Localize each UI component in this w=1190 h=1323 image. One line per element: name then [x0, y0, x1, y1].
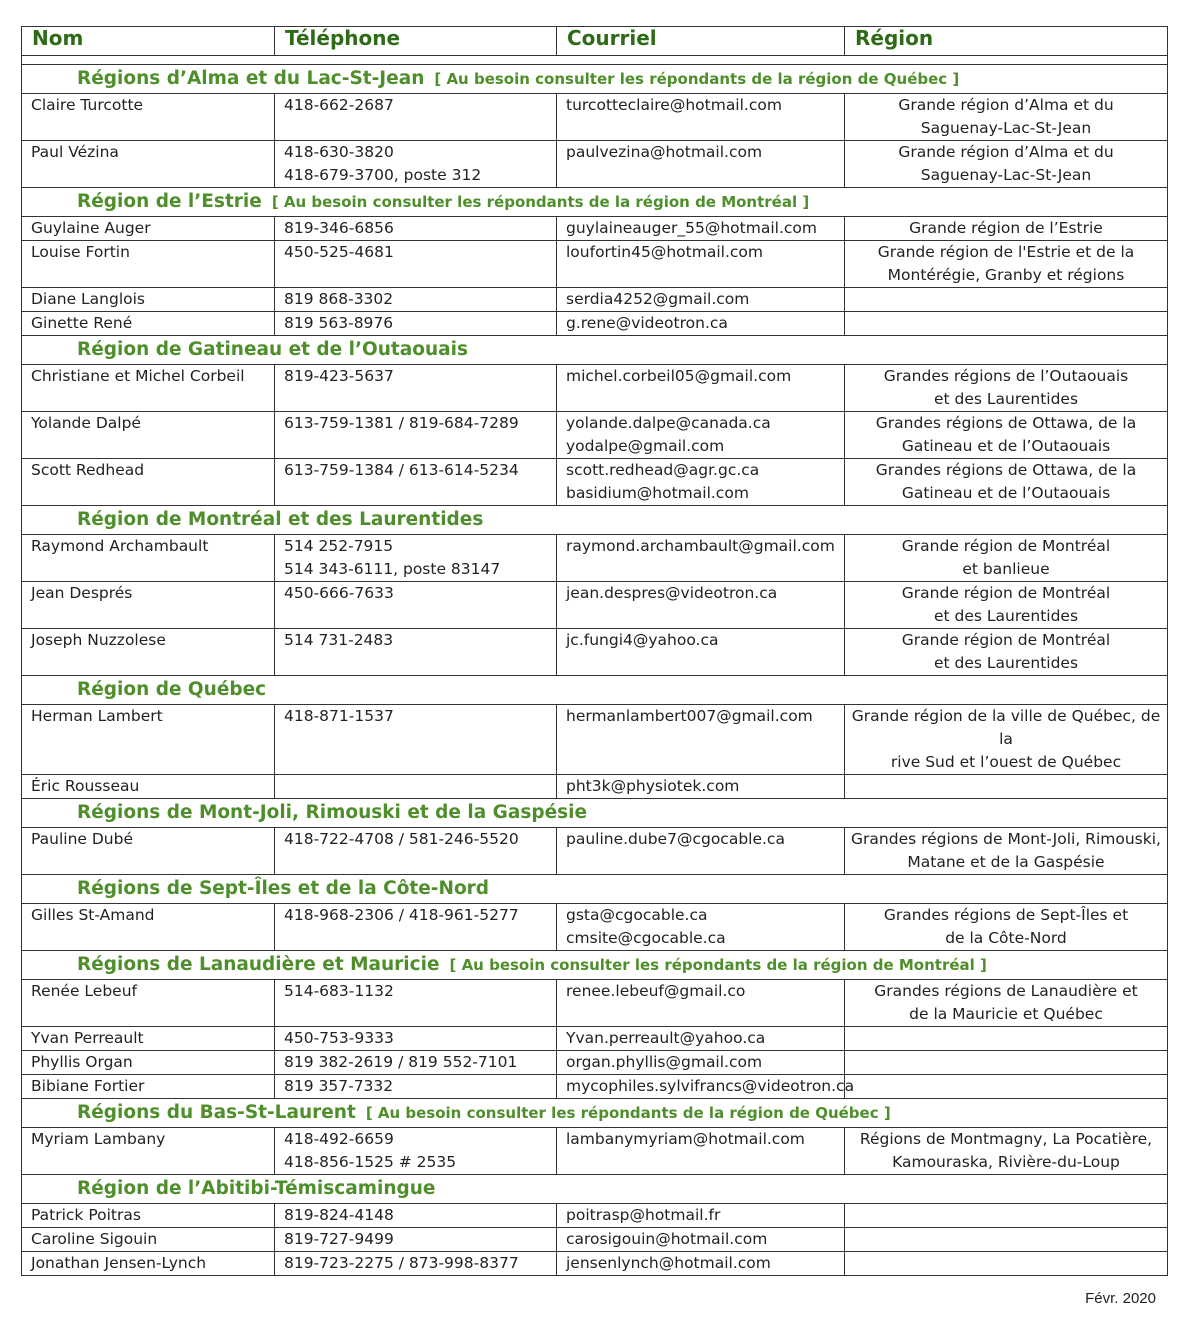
email-cell: [557, 365, 845, 412]
email-address[interactable]: yodalpe@gmail.com: [566, 437, 725, 455]
table-row: [22, 629, 1168, 676]
contact-name: Ginette René: [31, 314, 133, 332]
section-title-cell: [22, 188, 1168, 217]
phone-number: 418-679-3700, poste 312: [284, 166, 482, 184]
phone-cell: [275, 1252, 557, 1276]
section-header-row: [22, 951, 1168, 980]
region-text: Régions de Montmagny, La Pocatière,: [859, 1130, 1153, 1148]
contact-name: Bibiane Fortier: [31, 1077, 145, 1095]
region-cell: [845, 775, 1168, 799]
contact-name: Louise Fortin: [31, 243, 130, 261]
email-address[interactable]: pauline.dube7@cgocable.ca: [566, 830, 785, 848]
region-cell: [845, 1228, 1168, 1252]
contact-name: Yvan Perreault: [31, 1029, 144, 1047]
name-cell: [22, 1228, 275, 1252]
email-cell: [557, 1051, 845, 1075]
region-text: Matane et de la Gaspésie: [907, 853, 1105, 871]
region-text: Grande région de l’Estrie: [909, 219, 1103, 237]
section-header-row: [22, 799, 1168, 828]
region-cell: [845, 1252, 1168, 1276]
contact-name: Pauline Dubé: [31, 830, 134, 848]
contact-name: Gilles St-Amand: [31, 906, 155, 924]
region-text: Grande région de la ville de Québec, de la: [851, 707, 1161, 748]
phone-cell: [275, 1228, 557, 1252]
section-header-row: [22, 676, 1168, 705]
email-cell: [557, 312, 845, 336]
table-row: [22, 1228, 1168, 1252]
email-cell: [557, 904, 845, 951]
region-cell: [845, 1204, 1168, 1228]
phone-number: 819-346-6856: [284, 219, 394, 237]
email-address[interactable]: guylaineauger_55@hotmail.com: [566, 219, 817, 237]
region-text: Grande région de Montréal: [901, 537, 1111, 555]
table-row: [22, 828, 1168, 875]
name-cell: [22, 217, 275, 241]
email-cell: [557, 1075, 855, 1099]
name-cell: [22, 775, 275, 799]
region-text: Grande région de Montréal: [901, 584, 1111, 602]
phone-cell: [275, 775, 557, 799]
section-header-row: [22, 875, 1168, 904]
phone-cell: [275, 1027, 557, 1051]
email-cell: [557, 1128, 845, 1175]
phone-number: 613-759-1381 / 819-684-7289: [284, 414, 519, 432]
email-address[interactable]: pht3k@physiotek.com: [566, 777, 740, 795]
region-cell: [845, 582, 1168, 629]
region-text: Grande région d’Alma et du: [898, 143, 1114, 161]
name-cell: [22, 459, 275, 506]
section-header-row: [22, 506, 1168, 535]
section-header-row: [22, 65, 1168, 94]
region-text: Grandes régions de Sept-Îles et: [883, 906, 1129, 924]
phone-cell: [275, 904, 557, 951]
name-cell: [22, 1051, 275, 1075]
region-text: Grandes régions de Ottawa, de la: [875, 414, 1137, 432]
email-cell: [557, 705, 845, 775]
section-title: Régions de Mont-Joli, Rimouski et de la Gaspésie: [77, 802, 588, 823]
section-title: Régions du Bas-St-Laurent: [77, 1102, 356, 1123]
phone-number: 418-722-4708 / 581-246-5520: [284, 830, 519, 848]
section-title: Régions de Lanaudière et Mauricie: [77, 954, 440, 975]
phone-number: 819-727-9499: [284, 1230, 394, 1248]
name-cell: [22, 312, 275, 336]
name-cell: [22, 1027, 275, 1051]
email-cell: [557, 1252, 845, 1276]
region-cell: [845, 1051, 1168, 1075]
table-row: [22, 288, 1168, 312]
phone-cell: [275, 1128, 557, 1175]
email-address[interactable]: raymond.archambault@gmail.com: [566, 537, 835, 555]
region-text: Grandes régions de Lanaudière et: [874, 982, 1138, 1000]
table-row: [22, 535, 1168, 582]
contact-name: Herman Lambert: [31, 707, 163, 725]
name-cell: [22, 904, 275, 951]
phone-number: 450-753-9333: [284, 1029, 394, 1047]
section-title-cell: [22, 65, 1168, 94]
region-text: Montérégie, Granby et régions: [887, 266, 1125, 284]
region-cell: [845, 365, 1168, 412]
region-cell: [845, 828, 1168, 875]
contact-name: Jean Després: [31, 584, 133, 602]
table-row: [22, 775, 1168, 799]
contact-name: Caroline Sigouin: [31, 1230, 158, 1248]
section-title: Régions d’Alma et du Lac-St-Jean: [77, 68, 425, 89]
phone-cell: [275, 828, 557, 875]
section-note: [ Au besoin consulter les répondants de la région de Québec ]: [434, 70, 960, 88]
email-address[interactable]: organ.phyllis@gmail.com: [566, 1053, 763, 1071]
region-cell: [845, 629, 1168, 676]
phone-number: 418-630-3820: [284, 143, 394, 161]
name-cell: [22, 1075, 275, 1099]
region-text: Saguenay-Lac-St-Jean: [920, 166, 1092, 184]
email-address[interactable]: cmsite@cgocable.ca: [566, 929, 726, 947]
phone-number: 514-683-1132: [284, 982, 394, 1000]
section-title-cell: [22, 506, 1168, 535]
email-address[interactable]: jean.despres@videotron.ca: [566, 584, 778, 602]
region-text: et banlieue: [962, 560, 1050, 578]
table-row: [22, 312, 1168, 336]
email-address[interactable]: gsta@cgocable.ca: [566, 906, 708, 924]
header-telephone: Téléphone: [275, 27, 557, 56]
email-cell: [557, 1027, 845, 1051]
region-cell: [845, 141, 1168, 188]
contact-name: Patrick Poitras: [31, 1206, 141, 1224]
phone-cell: [275, 288, 557, 312]
email-cell: [557, 1204, 845, 1228]
phone-number: 418-968-2306 / 418-961-5277: [284, 906, 519, 924]
section-note: [ Au besoin consulter les répondants de la région de Montréal ]: [449, 956, 987, 974]
section-title-cell: [22, 1099, 1168, 1128]
phone-number: 819 357-7332: [284, 1077, 394, 1095]
name-cell: [22, 1128, 275, 1175]
section-title-cell: [22, 875, 1168, 904]
section-title-cell: [22, 1175, 1168, 1204]
email-cell: [557, 459, 845, 506]
phone-cell: [275, 1051, 557, 1075]
phone-cell: [275, 980, 557, 1027]
region-cell: [845, 904, 1168, 951]
phone-cell: [275, 94, 557, 141]
email-address[interactable]: carosigouin@hotmail.com: [566, 1230, 768, 1248]
contact-name: Diane Langlois: [31, 290, 145, 308]
email-cell: [557, 217, 845, 241]
header-region: Région: [845, 27, 1168, 56]
section-header-row: [22, 1175, 1168, 1204]
email-address[interactable]: g.rene@videotron.ca: [566, 314, 728, 332]
section-note: [ Au besoin consulter les répondants de la région de Québec ]: [365, 1104, 891, 1122]
contacts-table: [21, 26, 1168, 1276]
region-cell: [845, 312, 1168, 336]
table-row: [22, 217, 1168, 241]
email-cell: [557, 535, 845, 582]
contact-name: Myriam Lambany: [31, 1130, 166, 1148]
email-cell: [557, 775, 845, 799]
contact-name: Jonathan Jensen-Lynch: [31, 1254, 207, 1272]
section-header-row: [22, 1099, 1168, 1128]
name-cell: [22, 828, 275, 875]
phone-cell: [275, 1204, 557, 1228]
table-body: [22, 65, 1168, 1276]
name-cell: [22, 288, 275, 312]
name-cell: [22, 94, 275, 141]
section-note: [ Au besoin consulter les répondants de la région de Montréal ]: [271, 193, 810, 211]
region-text: Grande région d’Alma et du: [898, 96, 1114, 114]
name-cell: [22, 365, 275, 412]
email-address[interactable]: loufortin45@hotmail.com: [566, 243, 763, 261]
email-address[interactable]: jensenlynch@hotmail.com: [566, 1254, 771, 1272]
name-cell: [22, 1252, 275, 1276]
email-cell: [557, 288, 845, 312]
contact-name: Yolande Dalpé: [31, 414, 141, 432]
region-text: de la Côte-Nord: [945, 929, 1067, 947]
name-cell: [22, 705, 275, 775]
header-row: [22, 27, 1168, 56]
section-title-cell: [22, 951, 1168, 980]
section-title-cell: [22, 799, 1168, 828]
phone-cell: [275, 217, 557, 241]
phone-number: 418-856-1525 # 2535: [284, 1153, 457, 1171]
phone-cell: [275, 1075, 557, 1099]
table-row: [22, 1128, 1168, 1175]
region-text: et des Laurentides: [933, 654, 1079, 672]
email-cell: [557, 241, 845, 288]
phone-number: 450-666-7633: [284, 584, 394, 602]
section-header-row: [22, 336, 1168, 365]
email-address[interactable]: paulvezina@hotmail.com: [566, 143, 763, 161]
email-address[interactable]: scott.redhead@agr.gc.ca: [566, 461, 760, 479]
section-title-cell: [22, 336, 1168, 365]
phone-cell: [275, 629, 557, 676]
contact-name: Christiane et Michel Corbeil: [31, 367, 245, 385]
email-cell: [557, 629, 845, 676]
section-title: Région de Gatineau et de l’Outaouais: [77, 339, 468, 360]
name-cell: [22, 141, 275, 188]
table-row: [22, 1252, 1168, 1276]
region-cell: [845, 412, 1168, 459]
table-row: [22, 94, 1168, 141]
phone-cell: [275, 582, 557, 629]
phone-cell: [275, 141, 557, 188]
name-cell: [22, 412, 275, 459]
phone-number: 418-871-1537: [284, 707, 394, 725]
email-address[interactable]: yolande.dalpe@canada.ca: [566, 414, 771, 432]
table-row: [22, 1027, 1168, 1051]
email-address[interactable]: jc.fungi4@yahoo.ca: [566, 631, 719, 649]
email-address[interactable]: turcotteclaire@hotmail.com: [566, 96, 782, 114]
header-nom: Nom: [22, 27, 275, 56]
email-address[interactable]: basidium@hotmail.com: [566, 484, 749, 502]
email-address[interactable]: hermanlambert007@gmail.com: [566, 707, 813, 725]
table-row: [22, 980, 1168, 1027]
phone-number: 819-723-2275 / 873-998-8377: [284, 1254, 519, 1272]
section-title: Région de Québec: [77, 679, 267, 700]
phone-number: 819 868-3302: [284, 290, 394, 308]
region-cell: [845, 1128, 1168, 1175]
header-spacer: [22, 56, 1168, 65]
contact-name: Paul Vézina: [31, 143, 119, 161]
region-text: Grandes régions de l’Outaouais: [883, 367, 1129, 385]
region-cell: [845, 288, 1168, 312]
phone-cell: [275, 241, 557, 288]
email-address[interactable]: serdia4252@gmail.com: [566, 290, 750, 308]
region-text: et des Laurentides: [933, 390, 1079, 408]
region-text: rive Sud et l’ouest de Québec: [890, 753, 1122, 771]
table-row: [22, 1051, 1168, 1075]
contact-name: Raymond Archambault: [31, 537, 209, 555]
region-cell: [845, 459, 1168, 506]
region-text: Grandes régions de Mont-Joli, Rimouski,: [851, 830, 1161, 848]
email-address[interactable]: lambanymyriam@hotmail.com: [566, 1130, 805, 1148]
phone-number: 418-662-2687: [284, 96, 394, 114]
region-cell: [845, 241, 1168, 288]
contact-name: Phyllis Organ: [31, 1053, 133, 1071]
region-cell: [845, 217, 1168, 241]
email-address[interactable]: poitrasp@hotmail.fr: [566, 1206, 721, 1224]
email-address[interactable]: michel.corbeil05@gmail.com: [566, 367, 792, 385]
region-text: Grande région de l'Estrie et de la: [877, 243, 1135, 261]
phone-number: 819 563-8976: [284, 314, 394, 332]
email-cell: [557, 412, 845, 459]
phone-cell: [275, 459, 557, 506]
phone-cell: [275, 365, 557, 412]
date-footer: Févr. 2020: [1085, 1290, 1156, 1307]
region-cell: [845, 705, 1168, 775]
email-address[interactable]: mycophiles.sylvifrancs@videotron.ca: [566, 1077, 855, 1095]
email-cell: [557, 582, 845, 629]
header-courriel: Courriel: [557, 27, 845, 56]
phone-cell: [275, 705, 557, 775]
table-row: [22, 459, 1168, 506]
name-cell: [22, 535, 275, 582]
region-text: de la Mauricie et Québec: [909, 1005, 1103, 1023]
email-cell: [557, 1228, 845, 1252]
region-cell: [845, 535, 1168, 582]
table-row: [22, 1204, 1168, 1228]
name-cell: [22, 1204, 275, 1228]
phone-number: 514 252-7915: [284, 537, 394, 555]
contact-name: Claire Turcotte: [31, 96, 144, 114]
contact-name: Joseph Nuzzolese: [31, 631, 166, 649]
phone-number: 418-492-6659: [284, 1130, 394, 1148]
contact-name: Renée Lebeuf: [31, 982, 137, 1000]
region-text: Gatineau et de l’Outaouais: [901, 484, 1111, 502]
region-text: Gatineau et de l’Outaouais: [901, 437, 1111, 455]
name-cell: [22, 629, 275, 676]
name-cell: [22, 582, 275, 629]
phone-number: 819-423-5637: [284, 367, 394, 385]
phone-number: 514 731-2483: [284, 631, 394, 649]
phone-number: 613-759-1384 / 613-614-5234: [284, 461, 519, 479]
phone-cell: [275, 412, 557, 459]
section-title-cell: [22, 676, 1168, 705]
region-cell: [845, 980, 1168, 1027]
phone-cell: [275, 535, 557, 582]
phone-cell: [275, 312, 557, 336]
table-row: [22, 365, 1168, 412]
name-cell: [22, 241, 275, 288]
region-text: Kamouraska, Rivière-du-Loup: [892, 1153, 1120, 1171]
table-row: [22, 241, 1168, 288]
region-cell: [845, 94, 1168, 141]
contacts-sheet: [21, 26, 1167, 1276]
phone-number: 450-525-4681: [284, 243, 394, 261]
email-cell: [557, 980, 845, 1027]
region-cell: [845, 1027, 1168, 1051]
table-row: [22, 582, 1168, 629]
region-text: et des Laurentides: [933, 607, 1079, 625]
email-cell: [557, 828, 845, 875]
region-text: Grande région de Montréal: [901, 631, 1111, 649]
contact-name: Guylaine Auger: [31, 219, 151, 237]
email-address[interactable]: renee.lebeuf@gmail.co: [566, 982, 746, 1000]
section-title: Région de l’Abitibi-Témiscamingue: [77, 1178, 436, 1199]
table-row: [22, 705, 1168, 775]
section-title: Région de l’Estrie: [77, 191, 262, 212]
region-text: Saguenay-Lac-St-Jean: [920, 119, 1092, 137]
table-row: [22, 412, 1168, 459]
name-cell: [22, 980, 275, 1027]
phone-number: 514 343-6111, poste 83147: [284, 560, 501, 578]
section-title: Région de Montréal et des Laurentides: [77, 509, 484, 530]
phone-number: 819 382-2619 / 819 552-7101: [284, 1053, 518, 1071]
email-address[interactable]: Yvan.perreault@yahoo.ca: [566, 1029, 766, 1047]
phone-number: 819-824-4148: [284, 1206, 394, 1224]
section-header-row: [22, 188, 1168, 217]
contact-name: Scott Redhead: [31, 461, 145, 479]
table-row: [22, 141, 1168, 188]
region-text: Grandes régions de Ottawa, de la: [875, 461, 1137, 479]
table-row: [22, 904, 1168, 951]
contact-name: Éric Rousseau: [31, 777, 140, 795]
section-title: Régions de Sept-Îles et de la Côte-Nord: [77, 878, 490, 899]
email-cell: [557, 141, 845, 188]
email-cell: [557, 94, 845, 141]
region-cell: [845, 1075, 1168, 1099]
table-row: [22, 1075, 1168, 1099]
